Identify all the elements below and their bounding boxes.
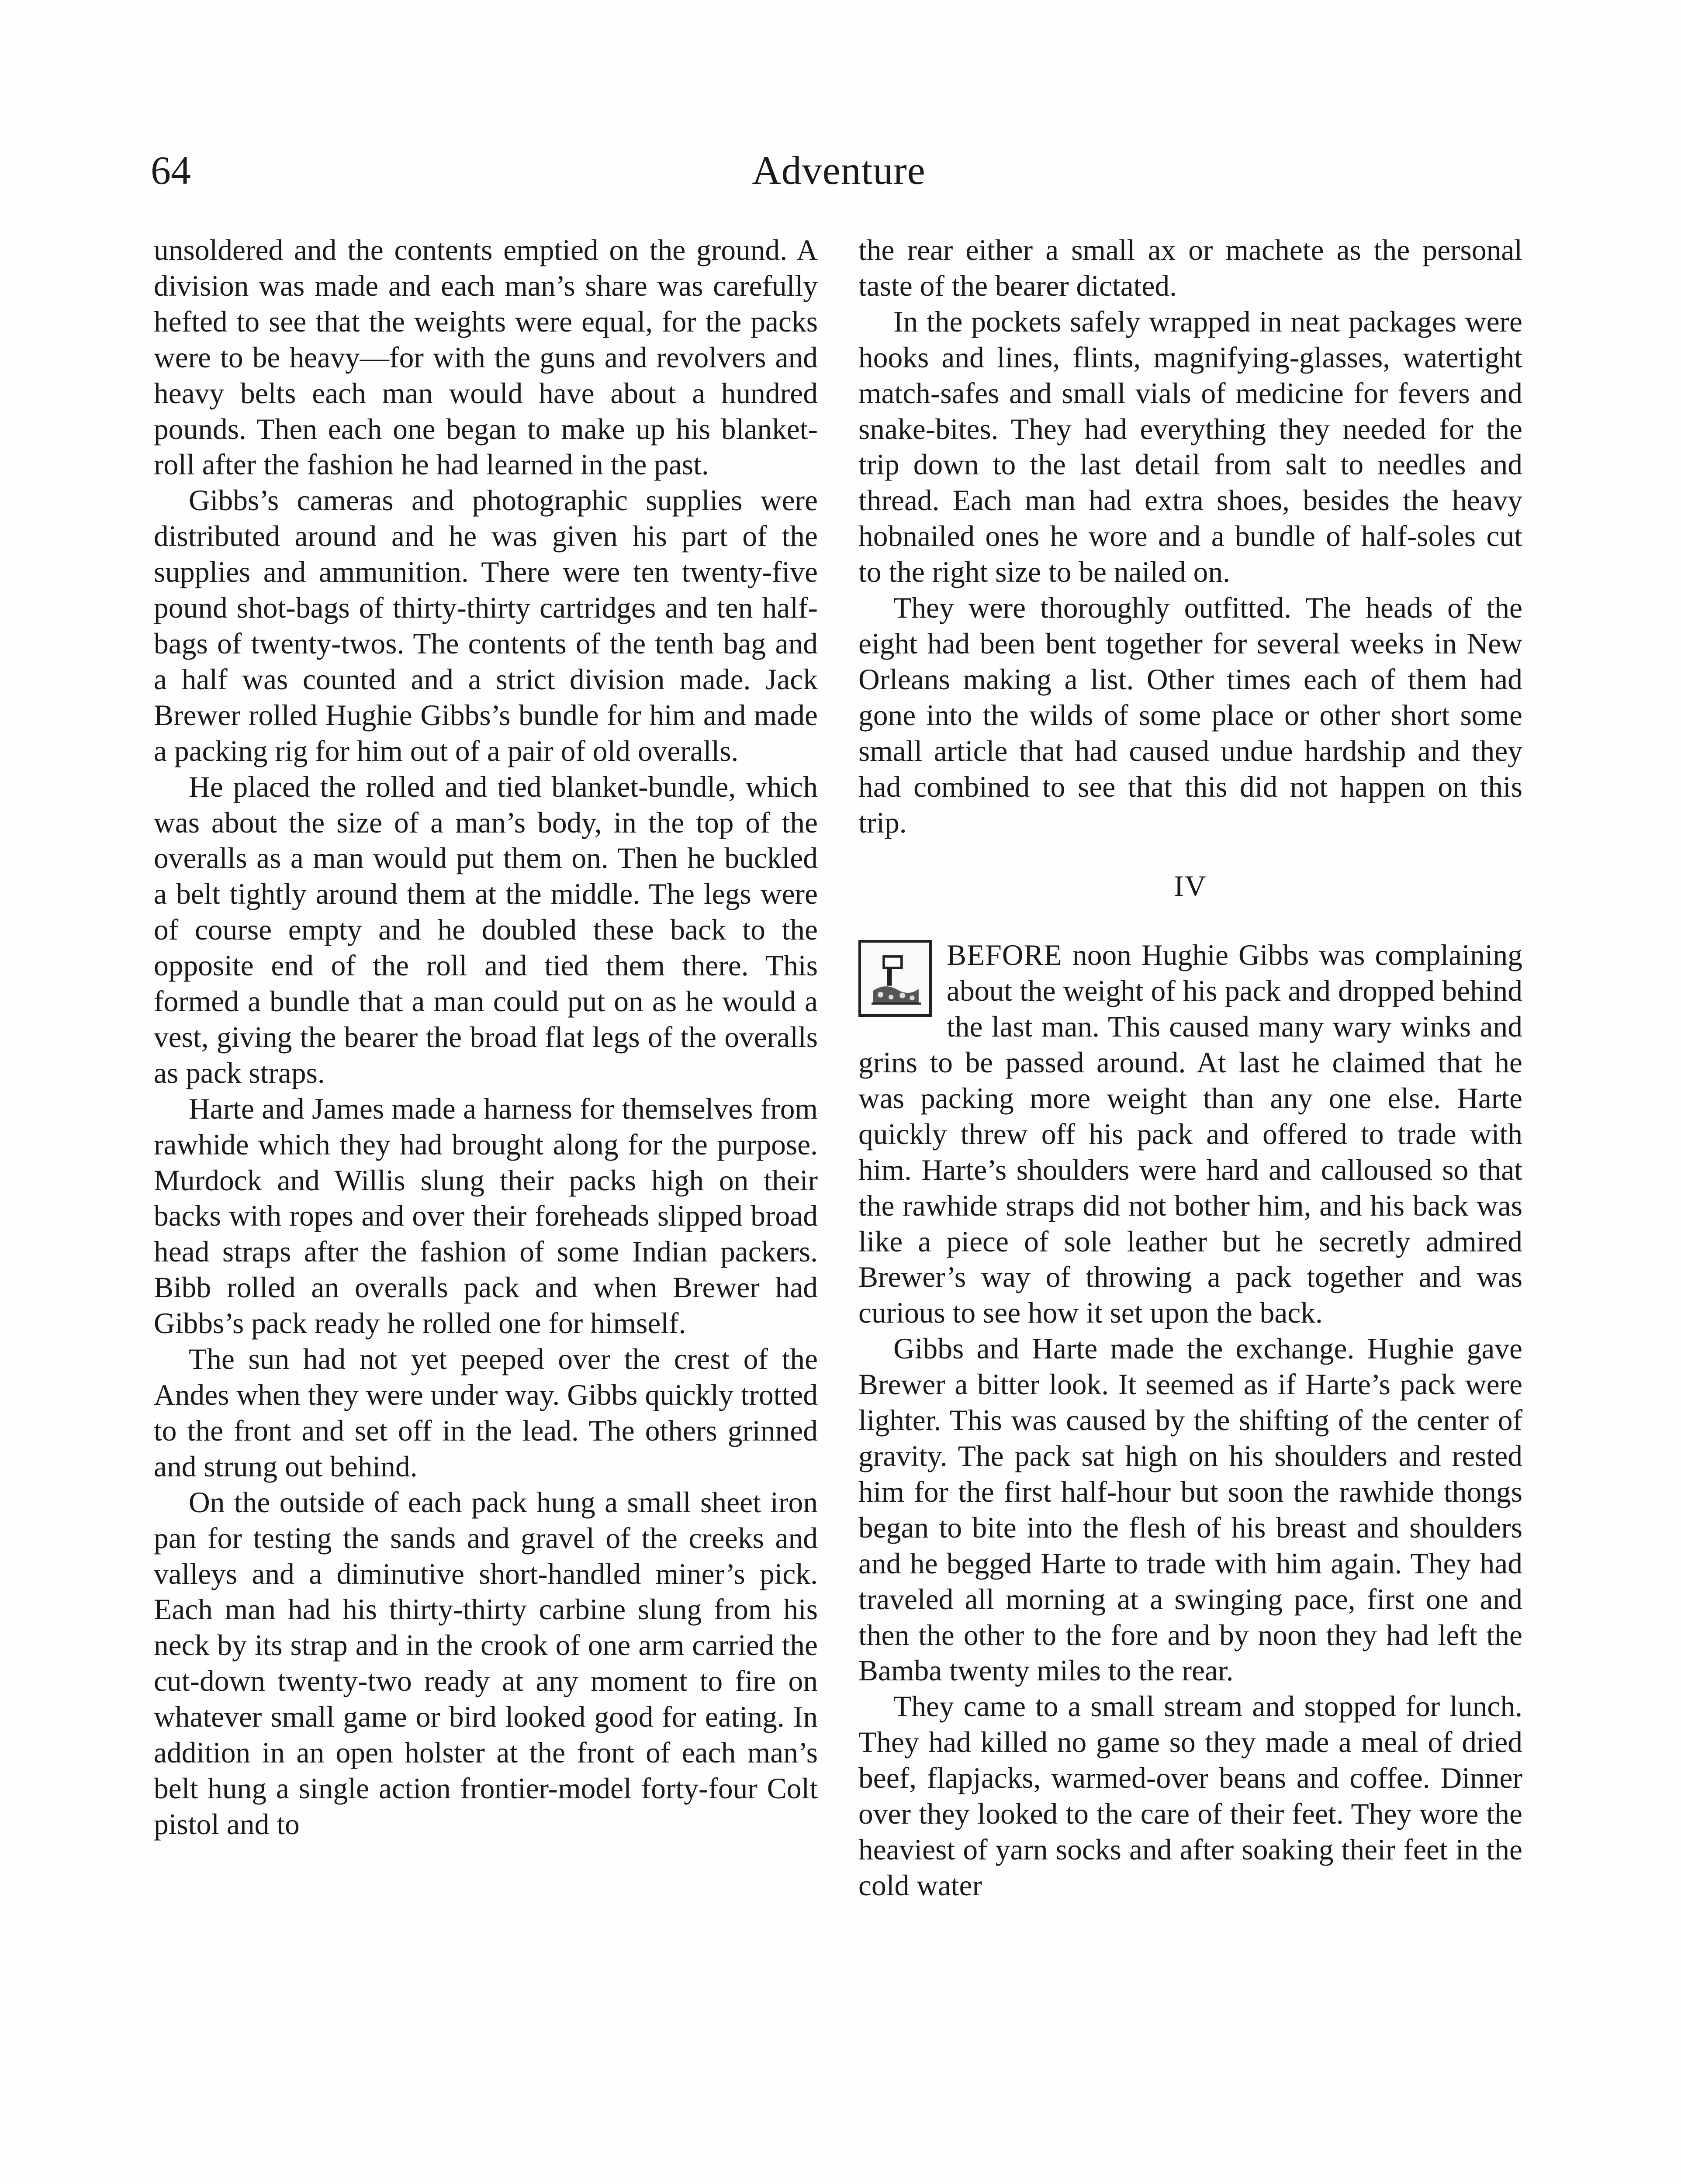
right-column bbox=[858, 232, 1522, 1904]
paragraph: Harte and James made a harness for themselves from rawhide which they had brought along for the purpose. Murdock and Willis slung their packs high on their backs with ropes and over their foreheads slipped broad head straps after the fashion of some Indian packers. Bibb rolled an overalls pack and when Brewer had Gibbs’s pack ready he rolled one for himself. bbox=[154, 1092, 818, 1340]
paragraph: Gibbs and Harte made the exchange. Hughie gave Brewer a bitter look. It seemed as if Harte’s pack were lighter. This was caused by the shifting of the center of gravity. The pack sat high on his shoulders and rested him for the first half-hour but soon the rawhide thongs began to bite into the flesh of his breast and shoulders and he begged Harte to trade with him again. They had traveled all morning at a swinging pace, first one and then the other to the fore and by noon they had left the Bamba twenty miles to the rear. bbox=[858, 1332, 1522, 1687]
paragraph: unsoldered and the contents emptied on the ground. A division was made and each man’s share was carefully hefted to see that the weights were equal, for the packs were to be heavy—for with the guns and revolvers and heavy belts each man would have about a hundred pounds. Then each one began to make up his blanket-roll after the fashion he had learned in the past. bbox=[154, 234, 818, 481]
paragraph: They came to a small stream and stopped for lunch. They had killed no game so they made a meal of dried beef, flapjacks, warmed-over beans and coffee. Dinner over they looked to the care of their feet. They wore the heaviest of yarn socks and after soaking their feet in the cold water bbox=[858, 1690, 1522, 1902]
lead-word: BEFORE bbox=[947, 939, 1062, 972]
lead-text: noon Hughie Gibbs was complaining about the weight of his pack and dropped behind the last man. This caused many wary winks and grins to be passed around. At last he claimed that he was packing more weight than any one else. Harte quickly threw off his pack and offered to trade with him. Harte’s shoulders were hard and calloused so that the rawhide straps did not bother him, and his back was like a piece of sole leather but he secretly admired Brewer’s way of throwing a pack together and was curious to see how it set upon the back. bbox=[858, 939, 1522, 1330]
paragraph: He placed the rolled and tied blanket-bundle, which was about the size of a man’s body, in the top of the overalls as a man would put them on. Then he buckled a belt tightly around them at the middle. The legs were of course empty and he doubled these back to the opposite end of the roll and tied them there. This formed a bundle that a man could put on as he would a vest, giving the bearer the broad flat legs of the overalls as pack straps. bbox=[154, 770, 818, 1089]
section-opening-paragraph bbox=[858, 937, 1522, 1331]
vignette-icon bbox=[858, 940, 932, 1017]
paragraph: the rear either a small ax or machete as the personal taste of the bearer dictated. bbox=[858, 234, 1522, 302]
paragraph: Gibbs’s cameras and photographic supplies were distributed around and he was given his part of the supplies and ammunition. There were ten twenty-five pound shot-bags of thirty-thirty cartridges and ten half-bags of twenty-twos. The contents of the tenth bag and a half was counted and a strict division made. Jack Brewer rolled Hughie Gibbs’s bundle for him and made a packing rig for him out of a pair of old overalls. bbox=[154, 484, 818, 767]
section-heading: IV bbox=[1174, 870, 1207, 903]
left-column bbox=[154, 232, 818, 1842]
paragraph: On the outside of each pack hung a small sheet iron pan for testing the sands and gravel of the creeks and valleys and a diminutive short-handled miner’s pick. Each man had his thirty-thirty carbine slung from his neck by its strap and in the crook of one arm carried the cut-down twenty-two ready at any moment to fire on whatever small game or bird looked good for eating. In addition in an open holster at the front of each man’s belt hung a single action frontier-model forty-four Colt pistol and to bbox=[154, 1486, 818, 1841]
running-header bbox=[151, 140, 1527, 205]
paragraph: They were thoroughly outfitted. The heads of the eight had been bent together for several weeks in New Orleans making a list. Other times each of them had gone into the wilds of some place or other short some small article that had caused undue hardship and they had combined to see that this did not happen on this trip. bbox=[858, 591, 1522, 839]
paragraph: The sun had not yet peeped over the crest of the Andes when they were under way. Gibbs quickly trotted to the front and set off in the lead. The others grinned and strung out behind. bbox=[154, 1343, 818, 1483]
paragraph: In the pockets safely wrapped in neat packages were hooks and lines, flints, magnifying-glasses, watertight match-safes and small vials of medicine for fevers and snake-bites. They had everything they needed for the trip down to the last detail from salt to needles and thread. Each man had extra shoes, besides the heavy hobnailed ones he wore and a bundle of half-soles cut to the right size to be nailed on. bbox=[858, 305, 1522, 589]
page-number: 64 bbox=[151, 148, 191, 193]
magazine-title: Adventure bbox=[752, 148, 926, 193]
